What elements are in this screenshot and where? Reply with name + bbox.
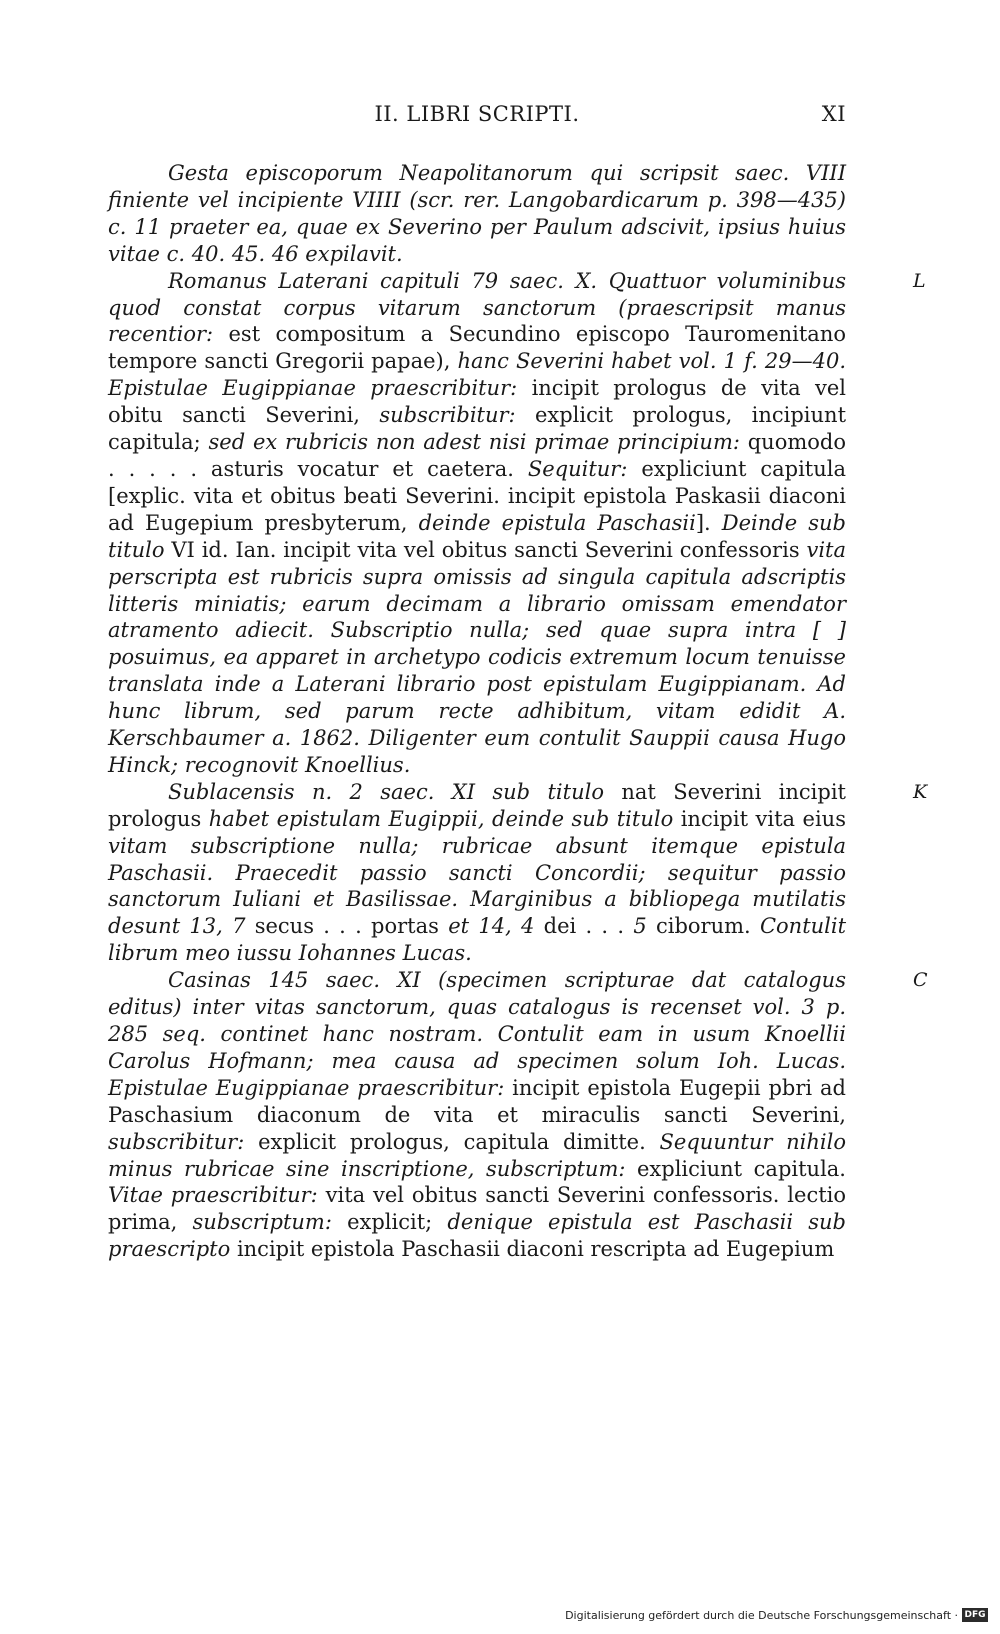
text-segment: ]. xyxy=(695,510,722,535)
text-segment: vita vel obitus sancti Severini confessoris. lectio prima, xyxy=(108,1183,846,1235)
text-segment: sed ex rubricis non adest nisi primae principium: xyxy=(208,430,748,455)
text-segment: vitam subscriptione nulla; rubricae absunt itemque epistula Paschasii. Praecedit passio sancti Concordii; sequitur passio sanctorum Iuliani et Basilissae. Marginibus a bibliopega mutilatis desunt 13, 7 xyxy=(108,833,846,939)
page-number: XI xyxy=(821,102,846,126)
text-segment: subscriptum: xyxy=(192,1210,348,1235)
text-segment: incipit vita eius xyxy=(680,806,846,831)
text-segment: subscribitur: xyxy=(379,403,535,428)
text-segment: incipit epistola Paschasii diaconi rescripta ad Eugepium xyxy=(236,1237,835,1262)
paragraph xyxy=(108,779,928,967)
text-segment: Sequuntur nihilo minus rubricae sine inscriptione, subscriptum: xyxy=(108,1129,846,1181)
text-segment: denique epistula est Paschasii sub praescripto xyxy=(108,1210,846,1262)
text-segment: quomodo . . . . . asturis vocatur et caetera. xyxy=(108,430,846,481)
text-segment: est compositum a Secundino episcopo Tauromenitano tempore sancti Gregorii papae), xyxy=(108,322,846,374)
text-segment: Deinde sub titulo xyxy=(108,510,846,562)
text-segment: subscribitur: xyxy=(108,1129,259,1154)
running-head xyxy=(108,102,846,132)
text-segment: Casinas 145 saec. XI (specimen scripturae dat catalogus editus) inter vitas sanctorum, quas catalogus is recenset vol. 3 p. 285 seq. continet hanc nostram. Contulit eam in usum Knoellii Carolus Hofmann; mea causa ad specimen solum Ioh. Lucas. Epistulae Eugippianae praescribitur: xyxy=(108,968,846,1100)
paragraph xyxy=(108,160,846,268)
text-segment: Romanus Laterani capituli 79 saec. X. Quattuor voluminibus quod constat corpus vitarum sanctorum (praescripsit manus recentior: xyxy=(108,268,846,347)
text-segment: ciborum. xyxy=(655,914,760,939)
paragraph xyxy=(108,967,928,1263)
text-segment: Gesta episcoporum Neapolitanorum qui scripsit saec. VIII finiente vel incipiente VIIII (scr. rer. Langobardicarum p. 398—435) c. 11 praeter ea, quae ex Severino per Paulum adscivit, ipsius huius vitae c. 40. 45. 46 expilavit. xyxy=(108,161,846,266)
text-segment: expliciunt capitula. xyxy=(637,1156,846,1181)
text-segment: explicit; xyxy=(347,1210,448,1235)
text-segment: secus . . . portas xyxy=(254,914,449,939)
text-segment: dei . . . xyxy=(543,914,634,939)
text-segment: hanc Severini habet vol. 1 f. 29—40. Epistulae Eugippianae praescribitur: xyxy=(108,349,847,401)
text-segment: VI id. Ian. incipit vita vel obitus sancti Severini confessoris xyxy=(171,537,807,562)
text-segment: nat Severini incipit prologus xyxy=(108,779,846,831)
text-segment: habet epistulam Eugippii, deinde sub titulo xyxy=(208,806,681,831)
paragraph xyxy=(108,268,926,779)
body-text xyxy=(108,160,928,1263)
text-segment: Contulit librum meo iussu Iohannes Lucas. xyxy=(108,914,847,966)
text-segment: vita perscripta est rubricis supra omissis ad singula capitula adscriptis litteris miniatis; earum decimam a librario omissam emendator atramento adiecit. Subscriptio nulla; sed quae supra intra [ ] posuimus, ea apparet in archetypo codicis extremum locum tenuisse translata inde a Laterani librario post epistulam Eugippianam. Ad hunc librum, sed parum recte adhibitum, vitam edidit A. Kerschbaumer a. 1862. Diligenter eum contulit Sauppii causa Hugo Hinck; recognovit Knoellius. xyxy=(108,537,847,777)
text-segment: 5 xyxy=(633,914,656,939)
dfg-logo-icon: DFG xyxy=(962,1608,988,1622)
text-segment: explicit prologus, incipiunt capitula; xyxy=(108,403,847,455)
text-segment: incipit epistola Eugepii pbri ad Paschasium diaconum de vita et miraculis sancti Severini, xyxy=(108,1075,846,1127)
manuscript-siglum: L xyxy=(913,269,926,292)
text-segment: explicit prologus, capitula dimitte. xyxy=(258,1129,660,1154)
text-segment: Sublacensis n. 2 saec. XI sub titulo xyxy=(168,779,622,804)
text-segment: et 14, 4 xyxy=(448,914,544,939)
running-title: II. LIBRI SCRIPTI. xyxy=(374,102,580,126)
digitization-credit xyxy=(565,1606,988,1624)
text-segment: deinde epistula Paschasii xyxy=(418,510,696,535)
credit-text: Digitalisierung gefördert durch die Deutsche Forschungsgemeinschaft · xyxy=(565,1608,958,1622)
manuscript-siglum: C xyxy=(913,969,928,992)
text-segment: incipit prologus de vita vel obitu sancti Severini, xyxy=(108,376,846,428)
manuscript-siglum: K xyxy=(913,780,928,803)
text-segment: expliciunt capitula [explic. vita et obitus beati Severini. incipit epistola Paskasii diaconi ad Eugepium presbyterum, xyxy=(108,456,846,535)
text-segment: Vitae praescribitur: xyxy=(108,1183,326,1208)
text-segment: Sequitur: xyxy=(527,456,642,481)
